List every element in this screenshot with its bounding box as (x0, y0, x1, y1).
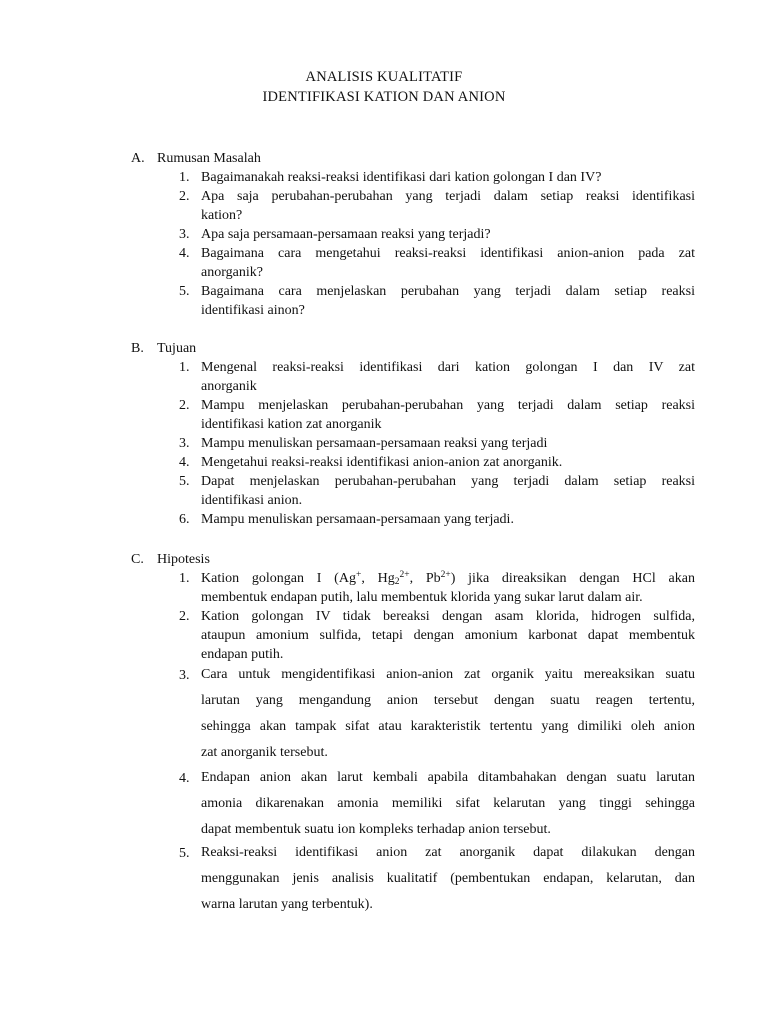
item-line: Mengenal reaksi-reaksi identifikasi dari kation golongan I dan IV zat (201, 360, 695, 375)
item-line: membentuk endapan putih, lalu membentuk klorida yang sukar larut dalam air. (201, 590, 643, 605)
item-line: identifikasi kation zat anorganik (201, 417, 382, 432)
text-run: Kation golongan I (Ag (201, 571, 356, 586)
item-line: anorganik? (201, 265, 263, 280)
item-line: zat anorganik tersebut. (201, 745, 328, 760)
item-text (201, 662, 695, 766)
item-line: Mampu menuliskan persamaan-persamaan reaksi yang terjadi (201, 436, 548, 451)
item-line: Bagaimana cara mengetahui reaksi-reaksi identifikasi anion-anion pada zat (201, 246, 695, 261)
item-number: 2. (179, 609, 190, 624)
item-line: Apa saja persamaan-persamaan reaksi yang terjadi? (201, 227, 491, 242)
item-number: 3. (179, 668, 190, 683)
subscript: 2 (394, 577, 400, 587)
item-number: 2. (179, 189, 190, 204)
item-line: warna larutan yang terbentuk). (201, 897, 373, 912)
item-line: menggunakan jenis analisis kualitatif (pembentukan endapan, kelarutan, dan (201, 871, 695, 886)
item-line: amonia dikarenakan amonia memiliki sifat kelarutan yang tinggi sehingga (201, 796, 695, 811)
section-title: Hipotesis (157, 552, 210, 567)
item-text (201, 607, 695, 664)
text-run: ) jika direaksikan dengan HCl akan (450, 571, 695, 586)
text-run: , Hg (361, 571, 395, 586)
item-line (201, 569, 695, 588)
item-line: Apa saja perubahan-perubahan yang terjadi dalam setiap reaksi identifikasi (201, 189, 695, 204)
item-number: 4. (179, 246, 190, 261)
superscript: 2+ (399, 570, 410, 580)
item-line: Endapan anion akan larut kembali apabila ditambahakan dengan suatu larutan (201, 770, 695, 785)
item-number: 5. (179, 846, 190, 861)
superscript: 2+ (440, 570, 451, 580)
item-number: 5. (179, 284, 190, 299)
item-text (201, 510, 695, 529)
item-number: 5. (179, 474, 190, 489)
item-text (201, 765, 695, 843)
item-line: anorganik (201, 379, 257, 394)
document-subtitle: IDENTIFIKASI KATION DAN ANION (262, 89, 506, 105)
item-line: endapan putih. (201, 647, 284, 662)
item-line: Reaksi-reaksi identifikasi anion zat anorganik dapat dilakukan dengan (201, 845, 695, 860)
item-line: Bagaimanakah reaksi-reaksi identifikasi dari kation golongan I dan IV? (201, 170, 602, 185)
item-line: Mampu menjelaskan perubahan-perubahan yang terjadi dalam setiap reaksi (201, 398, 695, 413)
item-number: 1. (179, 170, 190, 185)
item-text (201, 358, 695, 396)
item-number: 1. (179, 360, 190, 375)
item-text (201, 187, 695, 225)
item-number: 4. (179, 455, 190, 470)
item-text (201, 840, 695, 918)
item-text (201, 225, 695, 244)
item-text (201, 453, 695, 472)
item-text (201, 168, 695, 187)
item-text (201, 396, 695, 434)
item-number: 3. (179, 436, 190, 451)
item-line: sehingga akan tampak sifat atau karakteristik tertentu yang dimiliki oleh anion (201, 719, 695, 734)
item-line: Mengetahui reaksi-reaksi identifikasi anion-anion zat anorganik. (201, 455, 563, 470)
section-title: Tujuan (157, 341, 197, 356)
item-text (201, 434, 695, 453)
section-heading (131, 149, 261, 168)
item-text (201, 244, 695, 282)
section-letter: C. (131, 552, 144, 567)
document-title: ANALISIS KUALITATIF (305, 69, 463, 85)
item-line: Cara untuk mengidentifikasi anion-anion zat organik yaitu mereaksikan suatu (201, 667, 695, 682)
item-line: identifikasi ainon? (201, 303, 305, 318)
item-line: larutan yang mengandung anion tersebut dengan suatu reagen tertentu, (201, 693, 695, 708)
section-title: Rumusan Masalah (157, 151, 261, 166)
text-run: , Pb (409, 571, 441, 586)
item-line: identifikasi anion. (201, 493, 303, 508)
item-number: 3. (179, 227, 190, 242)
item-line: dapat membentuk suatu ion kompleks terhadap anion tersebut. (201, 822, 551, 837)
section-letter: B. (131, 341, 144, 356)
item-text (201, 472, 695, 510)
item-number: 1. (179, 571, 190, 586)
section-letter: A. (131, 151, 145, 166)
item-line: Bagaimana cara menjelaskan perubahan yang terjadi dalam setiap reaksi (201, 284, 695, 299)
item-line: Dapat menjelaskan perubahan-perubahan yang terjadi dalam setiap reaksi (201, 474, 695, 489)
item-number: 2. (179, 398, 190, 413)
item-line: ataupun amonium sulfida, tetapi dengan amonium karbonat dapat membentuk (201, 628, 695, 643)
item-text (201, 569, 695, 607)
item-line: kation? (201, 208, 243, 223)
item-line: Mampu menuliskan persamaan-persamaan yang terjadi. (201, 512, 514, 527)
superscript: + (355, 570, 362, 580)
item-number: 4. (179, 771, 190, 786)
item-number: 6. (179, 512, 190, 527)
section-heading (131, 550, 210, 569)
item-line: Kation golongan IV tidak bereaksi dengan asam klorida, hidrogen sulfida, (201, 609, 695, 624)
item-text (201, 282, 695, 320)
section-heading (131, 339, 196, 358)
